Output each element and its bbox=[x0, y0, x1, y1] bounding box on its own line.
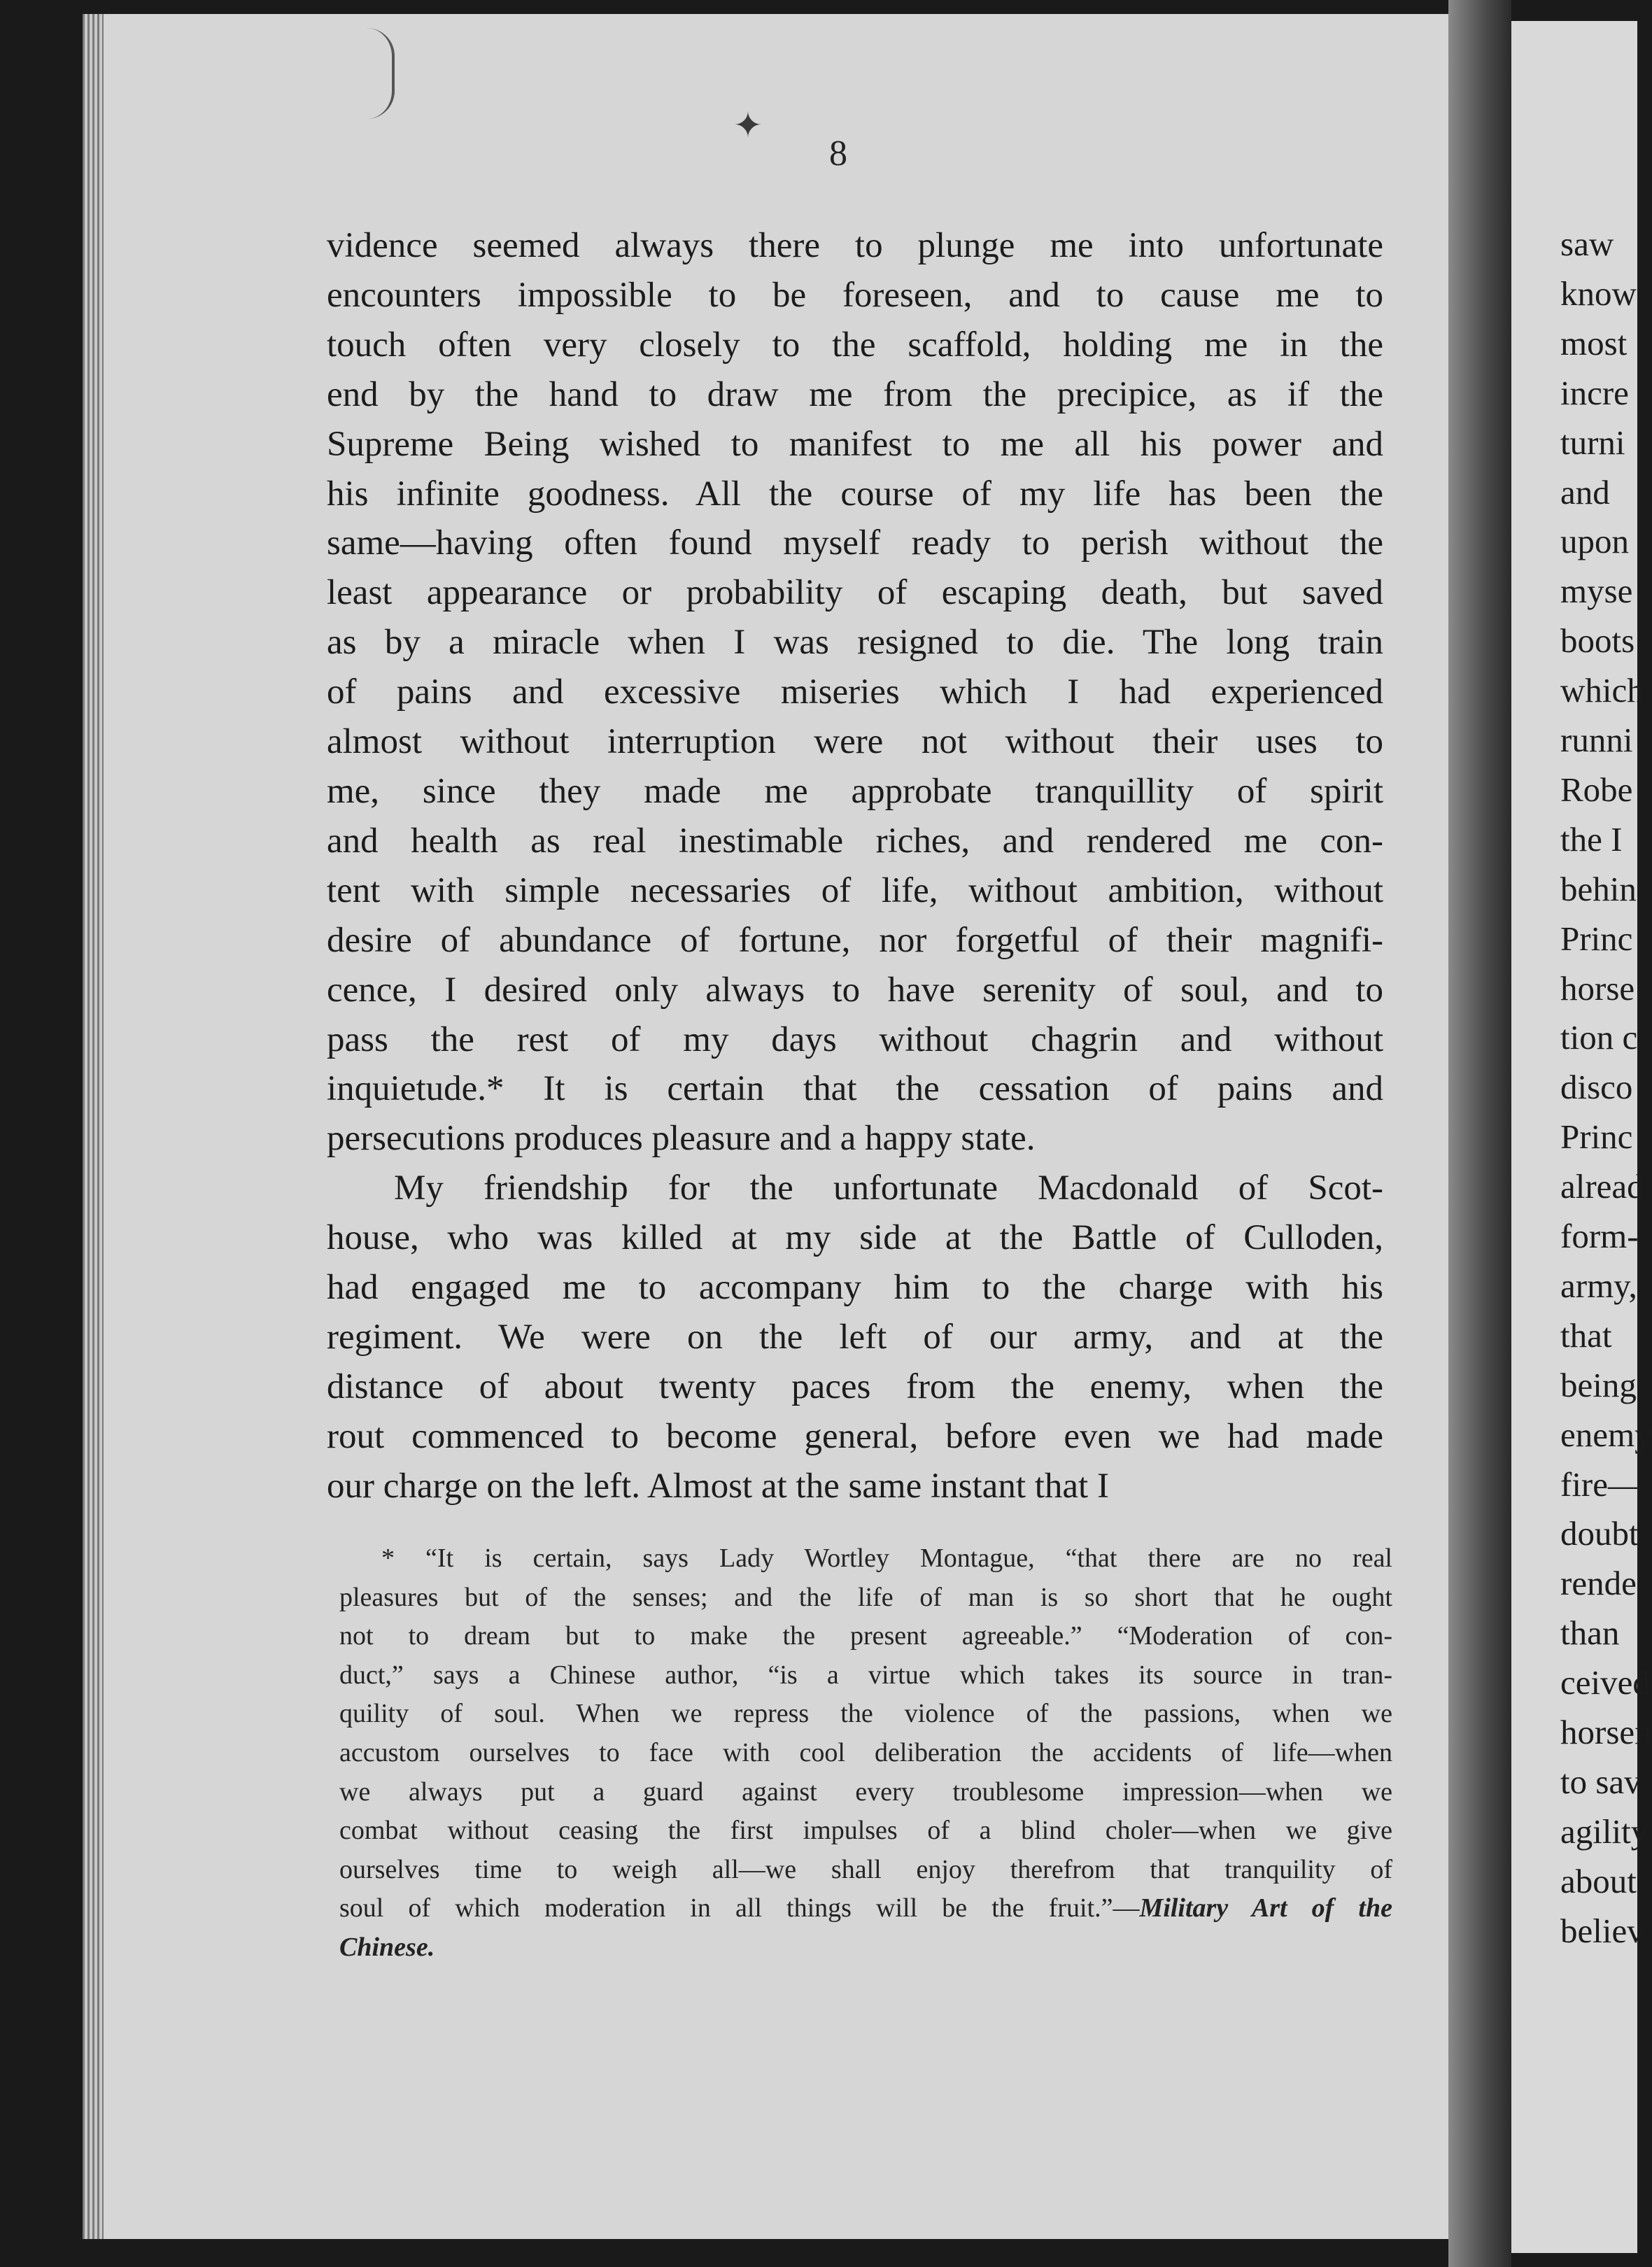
page-number: 8 bbox=[829, 134, 847, 174]
facing-page-line: horsen bbox=[1560, 1713, 1652, 1751]
facing-page-line: doubt bbox=[1560, 1514, 1639, 1553]
footnote-line: pleasures but of the senses; and the life of man is so short that he ought bbox=[339, 1582, 1392, 1612]
footnote-line: * “It is certain, says Lady Wortley Montague, “that there are no real bbox=[381, 1544, 1392, 1573]
text-line: distance of about twenty paces from the enemy, when the bbox=[327, 1366, 1383, 1406]
text-line: me, since they made me approbate tranquillity of spirit bbox=[327, 771, 1383, 811]
text-line: Supreme Being wished to manifest to me all his power and bbox=[327, 424, 1383, 464]
text-line: pass the rest of my days without chagrin and without bbox=[327, 1019, 1383, 1059]
footnote-line: accustom ourselves to face with cool deliberation the accidents of life—when bbox=[339, 1737, 1392, 1767]
facing-page-line: enemy bbox=[1560, 1415, 1652, 1454]
facing-page-line: that bbox=[1560, 1315, 1612, 1355]
text-line: tent with simple necessaries of life, without ambition, without bbox=[327, 870, 1383, 910]
footnote-line: we always put a guard against every troublesome impression—when we bbox=[339, 1777, 1392, 1807]
facing-page-line: turni bbox=[1560, 423, 1625, 462]
facing-page-line: army, bbox=[1560, 1266, 1637, 1305]
text-line: house, who was killed at my side at the Battle of Culloden, bbox=[327, 1218, 1383, 1258]
facing-page-line: Princ bbox=[1560, 919, 1633, 958]
facing-page-line: the I bbox=[1560, 819, 1623, 859]
text-line: rout commenced to become general, before even we had made bbox=[327, 1416, 1383, 1456]
text-line: our charge on the left. Almost at the same instant that I bbox=[327, 1466, 1109, 1506]
facing-page-line: behin bbox=[1560, 869, 1637, 908]
text-line: persecutions produces pleasure and a happy state. bbox=[327, 1119, 1036, 1159]
facing-page-line: incre bbox=[1560, 373, 1629, 412]
footnote-line bbox=[339, 1889, 1392, 1928]
facing-page-line: upon bbox=[1560, 522, 1629, 561]
facing-page-line: Robe bbox=[1560, 770, 1633, 809]
footnote-line-text: soul of which moderation in all things will be the fruit.”— bbox=[339, 1893, 1140, 1923]
footnote-line: duct,” says a Chinese author, “is a virtue which takes its source in tran- bbox=[339, 1660, 1392, 1690]
text-line: end by the hand to draw me from the precipice, as if the bbox=[327, 374, 1383, 414]
text-line: encounters impossible to be foreseen, and to cause me to bbox=[327, 275, 1383, 315]
facing-page-line: know bbox=[1560, 274, 1637, 313]
facing-page-line: form- bbox=[1560, 1217, 1639, 1255]
body-text bbox=[327, 221, 1383, 1511]
text-line: regiment. We were on the left of our army, and at the bbox=[327, 1317, 1383, 1357]
text-line: had engaged me to accompany him to the charge with his bbox=[327, 1268, 1383, 1308]
footnote-line: not to dream but to make the present agreeable.” “Moderation of con- bbox=[339, 1621, 1392, 1651]
facing-page-line: runni bbox=[1560, 721, 1633, 759]
facing-page-line: ceived bbox=[1560, 1663, 1650, 1702]
facing-page-line: alread bbox=[1560, 1167, 1644, 1206]
text-line: desire of abundance of fortune, nor forgetful of their magnifi- bbox=[327, 920, 1383, 960]
book-gutter bbox=[1448, 0, 1511, 2267]
text-line: as by a miracle when I was resigned to die. The long train bbox=[327, 623, 1383, 663]
footnote bbox=[339, 1539, 1392, 1968]
footnote-line: quility of soul. When we repress the violence of the passions, when we bbox=[339, 1699, 1392, 1729]
facing-page-line: boots bbox=[1560, 621, 1635, 661]
facing-page-line: than bbox=[1560, 1613, 1620, 1653]
facing-page-line: most bbox=[1560, 323, 1628, 362]
facing-page-line: being bbox=[1560, 1365, 1637, 1404]
facing-page-line: about bbox=[1560, 1861, 1637, 1900]
text-line: of pains and excessive miseries which I had experienced bbox=[327, 672, 1383, 712]
text-line: touch often very closely to the scaffold, holding me in the bbox=[327, 325, 1383, 365]
text-line: My friendship for the unfortunate Macdonald of Scot- bbox=[394, 1168, 1383, 1208]
footnote-line: combat without ceasing the first impulses of a blind choler—when we give bbox=[339, 1816, 1392, 1846]
facing-page-line: horse bbox=[1560, 968, 1635, 1008]
facing-page bbox=[1511, 21, 1652, 2253]
facing-page-line: agility bbox=[1560, 1812, 1649, 1851]
text-line: cence, I desired only always to have serenity of soul, and to bbox=[327, 970, 1383, 1010]
facing-page-line: and bbox=[1560, 472, 1610, 511]
facing-page-line: to sav bbox=[1560, 1762, 1642, 1801]
scan-mark bbox=[364, 28, 395, 119]
footnote-line bbox=[339, 1928, 1392, 1968]
text-line: almost without interruption were not without their uses to bbox=[327, 722, 1383, 762]
page-edge-stack bbox=[83, 14, 104, 2239]
facing-page-line: saw bbox=[1560, 225, 1614, 263]
facing-page-line: fire— bbox=[1560, 1464, 1642, 1504]
text-line: and health as real inestimable riches, and rendered me con- bbox=[327, 821, 1383, 861]
scan-mark: ✦ bbox=[733, 106, 763, 145]
facing-page-line: tion c bbox=[1560, 1018, 1638, 1057]
text-line: same—having often found myself ready to perish without the bbox=[327, 523, 1383, 563]
facing-page-line: believ bbox=[1560, 1911, 1644, 1950]
facing-page-line: Princ bbox=[1560, 1117, 1633, 1157]
footnote-source-title-end: Chinese. bbox=[339, 1932, 435, 1962]
text-line: inquietude.* It is certain that the cessation of pains and bbox=[327, 1069, 1383, 1109]
footnote-source-title: Military Art of the bbox=[1139, 1893, 1392, 1923]
footnote-line: ourselves time to weigh all—we shall enjoy therefrom that tranquility of bbox=[339, 1854, 1392, 1884]
facing-page-line: rende bbox=[1560, 1564, 1637, 1603]
facing-page-line: myse bbox=[1560, 572, 1633, 611]
facing-page-line: disco bbox=[1560, 1068, 1633, 1107]
facing-page-line: which bbox=[1560, 671, 1644, 710]
text-line: least appearance or probability of escaping death, but saved bbox=[327, 573, 1383, 613]
text-line: his infinite goodness. All the course of my life has been the bbox=[327, 474, 1383, 514]
text-line: vidence seemed always there to plunge me into unfortunate bbox=[327, 226, 1383, 265]
